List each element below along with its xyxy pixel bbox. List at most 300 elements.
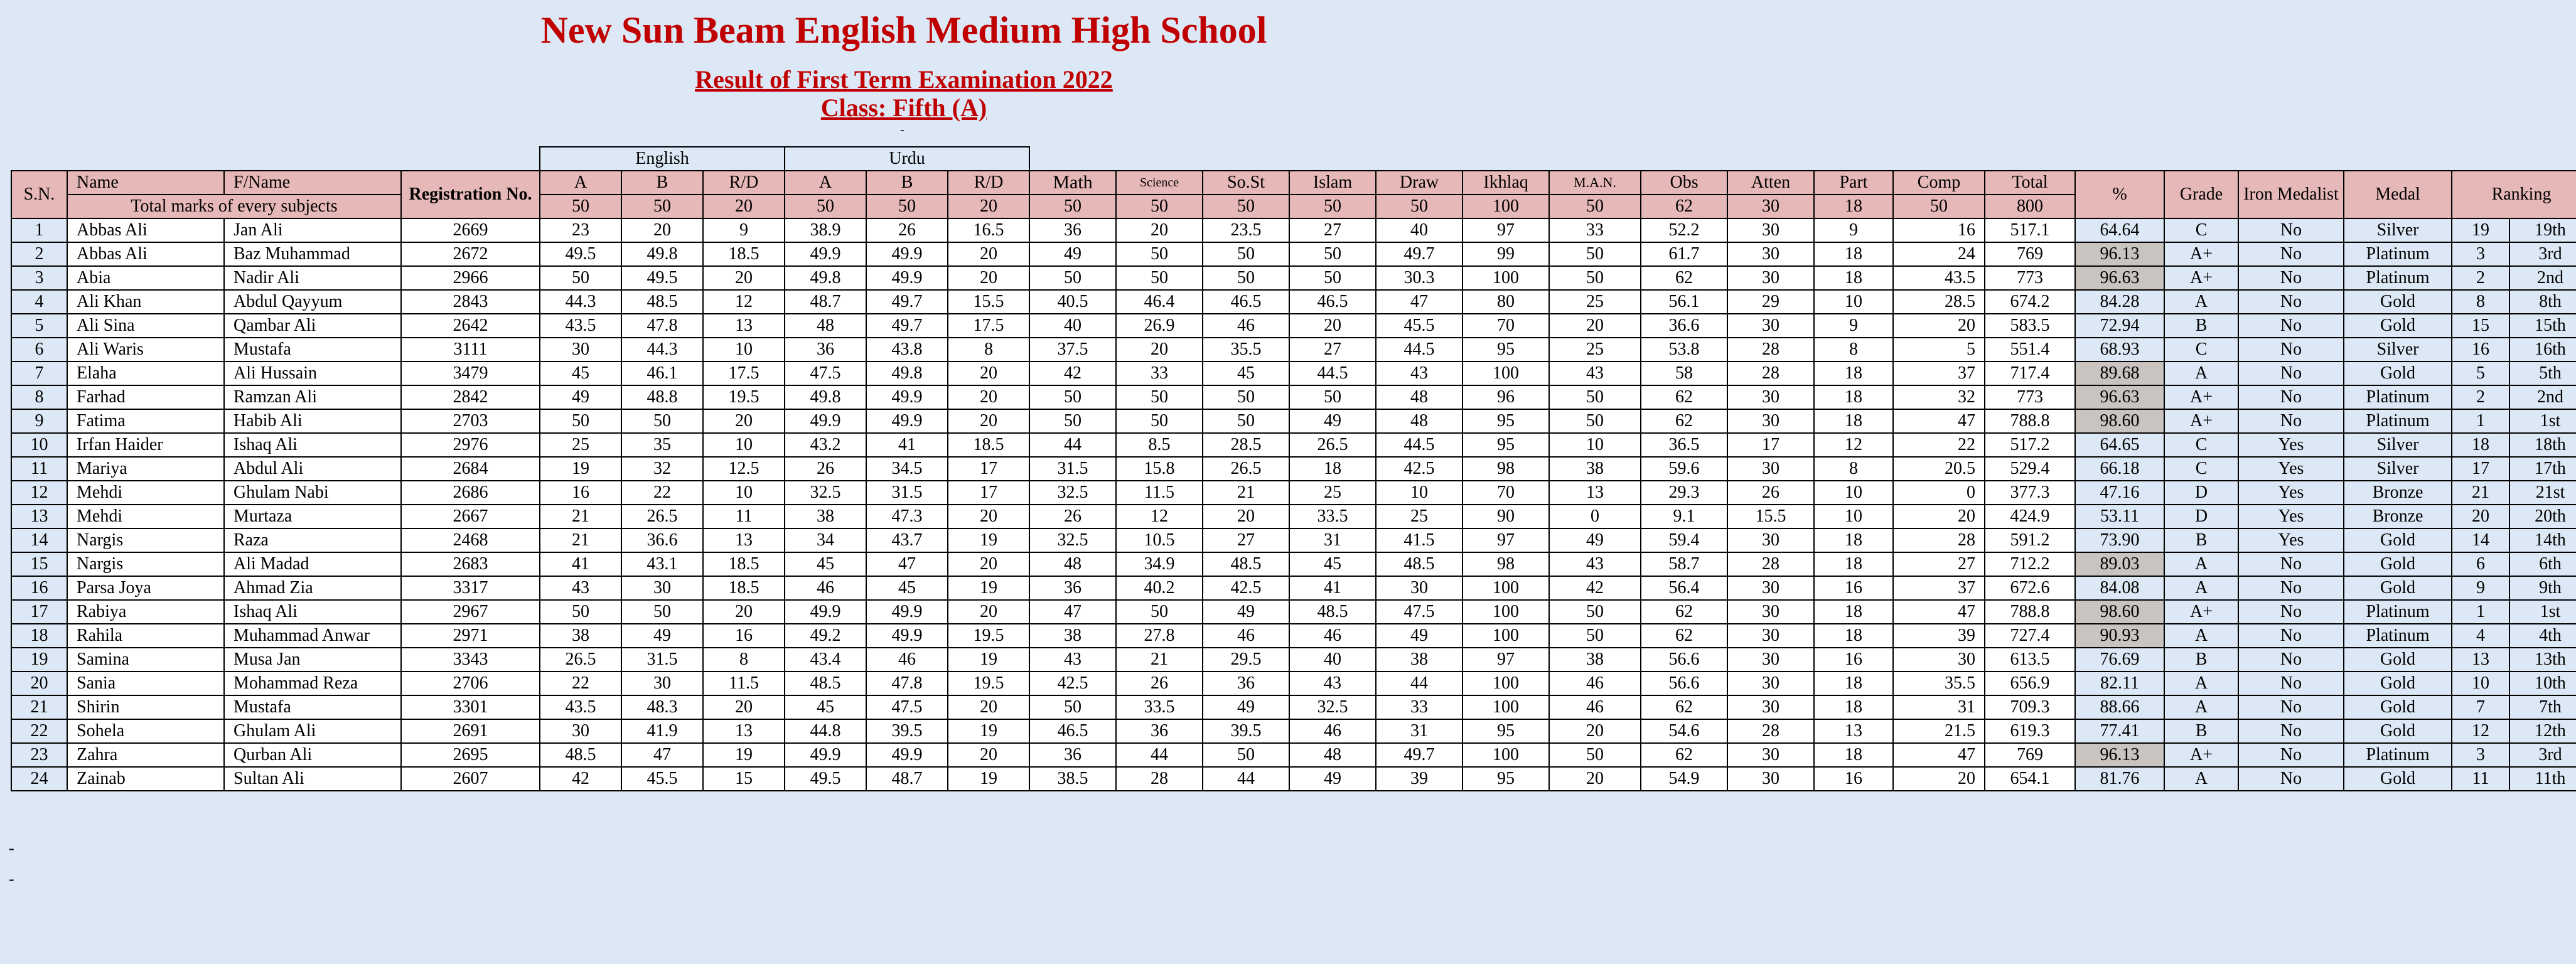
- mark-cell: 49: [1203, 600, 1289, 624]
- col-urdu-rd: R/D: [948, 171, 1029, 195]
- col-fname: F/Name: [224, 171, 401, 195]
- mark-cell: 50: [1116, 409, 1203, 433]
- grade-cell: A: [2164, 695, 2238, 719]
- max-mark-cell: 800: [1985, 195, 2075, 218]
- mark-cell: 19: [948, 576, 1029, 600]
- max-mark-cell: 50: [1116, 195, 1203, 218]
- serial-number: 4: [11, 290, 67, 314]
- mark-cell: 37.5: [1029, 338, 1116, 362]
- mark-cell: 47: [1376, 290, 1462, 314]
- mark-cell: 43.2: [785, 433, 866, 457]
- student-row: [11, 719, 2576, 743]
- mark-cell: 49.7: [866, 290, 948, 314]
- rank-position: 2nd: [2509, 266, 2576, 290]
- max-mark-cell: 50: [1376, 195, 1462, 218]
- mark-cell: 49.9: [785, 600, 866, 624]
- mark-cell: 26.5: [540, 648, 621, 672]
- medal-cell: Gold: [2344, 648, 2452, 672]
- serial-number: 7: [11, 362, 67, 385]
- mark-cell: 38: [1549, 648, 1641, 672]
- grade-cell: A: [2164, 672, 2238, 695]
- mark-cell: 517.1: [1985, 218, 2075, 242]
- percentage-cell: 88.66: [2075, 695, 2164, 719]
- max-mark-cell: 50: [1029, 195, 1116, 218]
- mark-cell: 50: [1029, 266, 1116, 290]
- mark-cell: 26: [785, 457, 866, 481]
- mark-cell: 35: [621, 433, 703, 457]
- mark-cell: 50: [1549, 624, 1641, 648]
- student-name: Sohela: [67, 719, 224, 743]
- mark-cell: 50: [1203, 385, 1289, 409]
- mark-cell: 20: [948, 505, 1029, 528]
- mark-cell: 50: [1289, 385, 1376, 409]
- father-name: Ali Hussain: [224, 362, 401, 385]
- mark-cell: 50: [1116, 242, 1203, 266]
- mark-cell: 48.8: [621, 385, 703, 409]
- mark-cell: 100: [1462, 576, 1549, 600]
- medal-cell: Gold: [2344, 528, 2452, 552]
- student-row: [11, 433, 2576, 457]
- mark-cell: 49: [1203, 695, 1289, 719]
- mark-cell: 43.1: [621, 552, 703, 576]
- mark-cell: 47.5: [785, 362, 866, 385]
- medal-cell: Bronze: [2344, 481, 2452, 505]
- mark-cell: 49.9: [866, 600, 948, 624]
- mark-cell: 43.5: [1893, 266, 1985, 290]
- mark-cell: 18.5: [703, 552, 785, 576]
- mark-cell: 45: [540, 362, 621, 385]
- max-mark-cell: 20: [948, 195, 1029, 218]
- iron-medalist-cell: No: [2238, 290, 2344, 314]
- mark-cell: 30: [1727, 672, 1814, 695]
- registration-number: 2672: [401, 242, 540, 266]
- mark-cell: 22: [1893, 433, 1985, 457]
- mark-cell: 10: [703, 338, 785, 362]
- mark-cell: 44.3: [621, 338, 703, 362]
- father-name: Ahmad Zia: [224, 576, 401, 600]
- mark-cell: 97: [1462, 648, 1549, 672]
- mark-cell: 97: [1462, 528, 1549, 552]
- mark-cell: 49: [540, 385, 621, 409]
- student-name: Abia: [67, 266, 224, 290]
- student-name: Zahra: [67, 743, 224, 767]
- registration-number: 3343: [401, 648, 540, 672]
- mark-cell: 16: [703, 624, 785, 648]
- mark-cell: 10: [1814, 505, 1893, 528]
- registration-number: 2706: [401, 672, 540, 695]
- grade-cell: A: [2164, 624, 2238, 648]
- mark-cell: 29.5: [1203, 648, 1289, 672]
- mark-cell: 48: [1029, 552, 1116, 576]
- max-mark-cell: 50: [1289, 195, 1376, 218]
- grade-cell: C: [2164, 218, 2238, 242]
- mark-cell: 42: [540, 767, 621, 791]
- serial-number: 2: [11, 242, 67, 266]
- mark-cell: 47: [1029, 600, 1116, 624]
- student-row: [11, 362, 2576, 385]
- mark-cell: 25: [1376, 505, 1462, 528]
- mark-cell: 50: [1203, 409, 1289, 433]
- mark-cell: 30: [1727, 385, 1814, 409]
- father-name: Qambar Ali: [224, 314, 401, 338]
- mark-cell: 33.5: [1289, 505, 1376, 528]
- registration-number: 2684: [401, 457, 540, 481]
- mark-cell: 20: [948, 600, 1029, 624]
- rank-number: 4: [2452, 624, 2509, 648]
- mark-cell: 20: [621, 218, 703, 242]
- rank-position: 1st: [2509, 600, 2576, 624]
- rank-number: 10: [2452, 672, 2509, 695]
- student-row: [11, 409, 2576, 433]
- mark-cell: 20: [948, 362, 1029, 385]
- mark-cell: 30.3: [1376, 266, 1462, 290]
- mark-cell: 377.3: [1985, 481, 2075, 505]
- mark-cell: 35.5: [1893, 672, 1985, 695]
- mark-cell: 43: [540, 576, 621, 600]
- iron-medalist-cell: Yes: [2238, 457, 2344, 481]
- mark-cell: 18: [1814, 552, 1893, 576]
- mark-cell: 44: [1376, 672, 1462, 695]
- mark-cell: 0: [1549, 505, 1641, 528]
- rank-position: 10th: [2509, 672, 2576, 695]
- mark-cell: 36: [1029, 743, 1116, 767]
- col-man: M.A.N.: [1549, 171, 1641, 195]
- mark-cell: 95: [1462, 719, 1549, 743]
- mark-cell: 20.5: [1893, 457, 1985, 481]
- col-registration: Registration No.: [401, 171, 540, 218]
- mark-cell: 49.7: [1376, 743, 1462, 767]
- mark-cell: 46: [1203, 624, 1289, 648]
- mark-cell: 49: [621, 624, 703, 648]
- mark-cell: 13: [703, 528, 785, 552]
- mark-cell: 43.8: [866, 338, 948, 362]
- rank-position: 19th: [2509, 218, 2576, 242]
- serial-number: 15: [11, 552, 67, 576]
- student-row: [11, 242, 2576, 266]
- dash-mark: -: [9, 839, 14, 857]
- mark-cell: 50: [1116, 600, 1203, 624]
- mark-cell: 674.2: [1985, 290, 2075, 314]
- mark-cell: 56.4: [1641, 576, 1727, 600]
- grade-cell: D: [2164, 505, 2238, 528]
- mark-cell: 9: [1814, 314, 1893, 338]
- mark-cell: 20: [703, 600, 785, 624]
- max-mark-cell: 18: [1814, 195, 1893, 218]
- mark-cell: 46: [866, 648, 948, 672]
- mark-cell: 41.5: [1376, 528, 1462, 552]
- mark-cell: 20: [948, 242, 1029, 266]
- mark-cell: 48.5: [621, 290, 703, 314]
- mark-cell: 28: [1727, 719, 1814, 743]
- iron-medalist-cell: No: [2238, 719, 2344, 743]
- mark-cell: 30: [1727, 648, 1814, 672]
- mark-cell: 49.5: [621, 266, 703, 290]
- mark-cell: 717.4: [1985, 362, 2075, 385]
- mark-cell: 31.5: [1029, 457, 1116, 481]
- mark-cell: 15: [703, 767, 785, 791]
- mark-cell: 43: [1289, 672, 1376, 695]
- father-name: Ghulam Ali: [224, 719, 401, 743]
- mark-cell: 27: [1289, 338, 1376, 362]
- serial-number: 12: [11, 481, 67, 505]
- serial-number: 9: [11, 409, 67, 433]
- mark-cell: 49.7: [1376, 242, 1462, 266]
- mark-cell: 33.5: [1116, 695, 1203, 719]
- rank-position: 11th: [2509, 767, 2576, 791]
- mark-cell: 30: [621, 576, 703, 600]
- mark-cell: 9.1: [1641, 505, 1727, 528]
- mark-cell: 21: [1203, 481, 1289, 505]
- mark-cell: 43: [1549, 552, 1641, 576]
- mark-cell: 49: [1376, 624, 1462, 648]
- rank-position: 16th: [2509, 338, 2576, 362]
- rank-position: 2nd: [2509, 385, 2576, 409]
- rank-position: 12th: [2509, 719, 2576, 743]
- mark-cell: 19: [948, 719, 1029, 743]
- exam-title: Result of First Term Examination 2022: [695, 65, 1113, 94]
- col-eng-rd: R/D: [703, 171, 785, 195]
- rank-number: 1: [2452, 600, 2509, 624]
- mark-cell: 17: [948, 457, 1029, 481]
- mark-cell: 8: [1814, 457, 1893, 481]
- mark-cell: 40.2: [1116, 576, 1203, 600]
- mark-cell: 47.3: [866, 505, 948, 528]
- mark-cell: 36.5: [1641, 433, 1727, 457]
- percentage-cell: 98.60: [2075, 600, 2164, 624]
- mark-cell: 27: [1893, 552, 1985, 576]
- mark-cell: 24: [1893, 242, 1985, 266]
- mark-cell: 36: [1029, 576, 1116, 600]
- mark-cell: 16: [1893, 218, 1985, 242]
- registration-number: 2683: [401, 552, 540, 576]
- rank-position: 17th: [2509, 457, 2576, 481]
- mark-cell: 13: [1549, 481, 1641, 505]
- student-row: [11, 600, 2576, 624]
- mark-cell: 62: [1641, 695, 1727, 719]
- mark-cell: 100: [1462, 624, 1549, 648]
- percentage-cell: 96.13: [2075, 743, 2164, 767]
- student-name: Sania: [67, 672, 224, 695]
- medal-cell: Platinum: [2344, 743, 2452, 767]
- mark-cell: 47: [866, 552, 948, 576]
- father-name: Abdul Ali: [224, 457, 401, 481]
- serial-number: 13: [11, 505, 67, 528]
- student-row: [11, 552, 2576, 576]
- mark-cell: 17: [1727, 433, 1814, 457]
- mark-cell: 43: [1376, 362, 1462, 385]
- percentage-cell: 96.13: [2075, 242, 2164, 266]
- mark-cell: 54.9: [1641, 767, 1727, 791]
- mark-cell: 30: [1727, 457, 1814, 481]
- mark-cell: 46: [1203, 314, 1289, 338]
- rank-position: 14th: [2509, 528, 2576, 552]
- mark-cell: 38: [540, 624, 621, 648]
- medal-cell: Gold: [2344, 290, 2452, 314]
- mark-cell: 30: [540, 719, 621, 743]
- mark-cell: 45.5: [1376, 314, 1462, 338]
- father-name: Qurban Ali: [224, 743, 401, 767]
- mark-cell: 52.2: [1641, 218, 1727, 242]
- mark-cell: 48: [1376, 409, 1462, 433]
- grade-cell: A: [2164, 362, 2238, 385]
- mark-cell: 49.9: [785, 743, 866, 767]
- mark-cell: 27.8: [1116, 624, 1203, 648]
- grade-cell: A+: [2164, 242, 2238, 266]
- mark-cell: 38.9: [785, 218, 866, 242]
- mark-cell: 21: [540, 528, 621, 552]
- student-row: [11, 457, 2576, 481]
- mark-cell: 39: [1376, 767, 1462, 791]
- percentage-cell: 82.11: [2075, 672, 2164, 695]
- mark-cell: 44: [1203, 767, 1289, 791]
- rank-position: 4th: [2509, 624, 2576, 648]
- mark-cell: 96: [1462, 385, 1549, 409]
- mark-cell: 19.5: [703, 385, 785, 409]
- max-mark-cell: 50: [621, 195, 703, 218]
- rank-number: 13: [2452, 648, 2509, 672]
- percentage-cell: 84.28: [2075, 290, 2164, 314]
- mark-cell: 48.5: [1289, 600, 1376, 624]
- mark-cell: 50: [540, 409, 621, 433]
- mark-cell: 0: [1893, 481, 1985, 505]
- mark-cell: 48: [1376, 385, 1462, 409]
- max-mark-cell: 50: [866, 195, 948, 218]
- father-name: Ghulam Nabi: [224, 481, 401, 505]
- mark-cell: 20: [948, 552, 1029, 576]
- mark-cell: 100: [1462, 600, 1549, 624]
- iron-medalist-cell: Yes: [2238, 481, 2344, 505]
- percentage-cell: 64.64: [2075, 218, 2164, 242]
- father-name: Sultan Ali: [224, 767, 401, 791]
- mark-cell: 49.5: [540, 242, 621, 266]
- mark-cell: 18: [1814, 385, 1893, 409]
- registration-number: 2468: [401, 528, 540, 552]
- medal-cell: Silver: [2344, 457, 2452, 481]
- mark-cell: 47.5: [1376, 600, 1462, 624]
- mark-cell: 769: [1985, 242, 2075, 266]
- rank-number: 7: [2452, 695, 2509, 719]
- mark-cell: 18: [1814, 242, 1893, 266]
- col-science: Science: [1116, 171, 1203, 195]
- mark-cell: 50: [1029, 695, 1116, 719]
- mark-cell: 9: [1814, 218, 1893, 242]
- mark-cell: 17: [948, 481, 1029, 505]
- serial-number: 19: [11, 648, 67, 672]
- mark-cell: 19: [540, 457, 621, 481]
- mark-cell: 98: [1462, 457, 1549, 481]
- mark-cell: 45.5: [621, 767, 703, 791]
- medal-cell: Gold: [2344, 767, 2452, 791]
- mark-cell: 59.6: [1641, 457, 1727, 481]
- mark-cell: 20: [1549, 314, 1641, 338]
- mark-cell: 28: [1727, 362, 1814, 385]
- father-name: Muhammad Anwar: [224, 624, 401, 648]
- student-name: Nargis: [67, 528, 224, 552]
- mark-cell: 27: [1203, 528, 1289, 552]
- mark-cell: 37: [1893, 576, 1985, 600]
- medal-cell: Silver: [2344, 433, 2452, 457]
- mark-cell: 31: [1893, 695, 1985, 719]
- mark-cell: 46.5: [1029, 719, 1116, 743]
- mark-cell: 30: [1727, 600, 1814, 624]
- mark-cell: 26.5: [1289, 433, 1376, 457]
- rank-number: 14: [2452, 528, 2509, 552]
- col-eng-a: A: [540, 171, 621, 195]
- grade-cell: A+: [2164, 385, 2238, 409]
- mark-cell: 45: [866, 576, 948, 600]
- father-name: Mustafa: [224, 338, 401, 362]
- mark-cell: 28.5: [1203, 433, 1289, 457]
- mark-cell: 21: [540, 505, 621, 528]
- grade-cell: C: [2164, 338, 2238, 362]
- mark-cell: 46.1: [621, 362, 703, 385]
- student-row: [11, 672, 2576, 695]
- mark-cell: 30: [1893, 648, 1985, 672]
- registration-number: 2642: [401, 314, 540, 338]
- mark-cell: 20: [703, 695, 785, 719]
- mark-cell: 20: [1893, 767, 1985, 791]
- mark-cell: 654.1: [1985, 767, 2075, 791]
- mark-cell: 48: [785, 314, 866, 338]
- mark-cell: 50: [1549, 266, 1641, 290]
- mark-cell: 49: [1549, 528, 1641, 552]
- mark-cell: 48.5: [1376, 552, 1462, 576]
- max-mark-cell: 50: [1203, 195, 1289, 218]
- student-row: [11, 528, 2576, 552]
- mark-cell: 15.5: [948, 290, 1029, 314]
- mark-cell: 70: [1462, 481, 1549, 505]
- mark-cell: 25: [540, 433, 621, 457]
- mark-cell: 45: [785, 552, 866, 576]
- mark-cell: 18: [1814, 409, 1893, 433]
- mark-cell: 18.5: [703, 576, 785, 600]
- mark-cell: 48.5: [540, 743, 621, 767]
- mark-cell: 31: [1289, 528, 1376, 552]
- mark-cell: 16: [1814, 648, 1893, 672]
- mark-cell: 49.8: [785, 385, 866, 409]
- mark-cell: 18: [1814, 672, 1893, 695]
- student-row: [11, 648, 2576, 672]
- mark-cell: 17.5: [948, 314, 1029, 338]
- mark-cell: 46.4: [1116, 290, 1203, 314]
- mark-cell: 23: [540, 218, 621, 242]
- registration-number: 2976: [401, 433, 540, 457]
- mark-cell: 31.5: [866, 481, 948, 505]
- rank-position: 13th: [2509, 648, 2576, 672]
- percentage-cell: 72.94: [2075, 314, 2164, 338]
- rank-position: 6th: [2509, 552, 2576, 576]
- mark-cell: 62: [1641, 624, 1727, 648]
- mark-cell: 20: [948, 409, 1029, 433]
- mark-cell: 42.5: [1029, 672, 1116, 695]
- rank-position: 21st: [2509, 481, 2576, 505]
- mark-cell: 788.8: [1985, 409, 2075, 433]
- medal-cell: Platinum: [2344, 242, 2452, 266]
- student-name: Nargis: [67, 552, 224, 576]
- mark-cell: 8: [1814, 338, 1893, 362]
- student-name: Elaha: [67, 362, 224, 385]
- col-part: Part: [1814, 171, 1893, 195]
- mark-cell: 50: [1549, 600, 1641, 624]
- medal-cell: Gold: [2344, 576, 2452, 600]
- student-row: [11, 743, 2576, 767]
- rank-number: 21: [2452, 481, 2509, 505]
- mark-cell: 22: [621, 481, 703, 505]
- mark-cell: 12.5: [703, 457, 785, 481]
- mark-cell: 50: [1549, 242, 1641, 266]
- mark-cell: 18: [1814, 695, 1893, 719]
- mark-cell: 46: [1289, 624, 1376, 648]
